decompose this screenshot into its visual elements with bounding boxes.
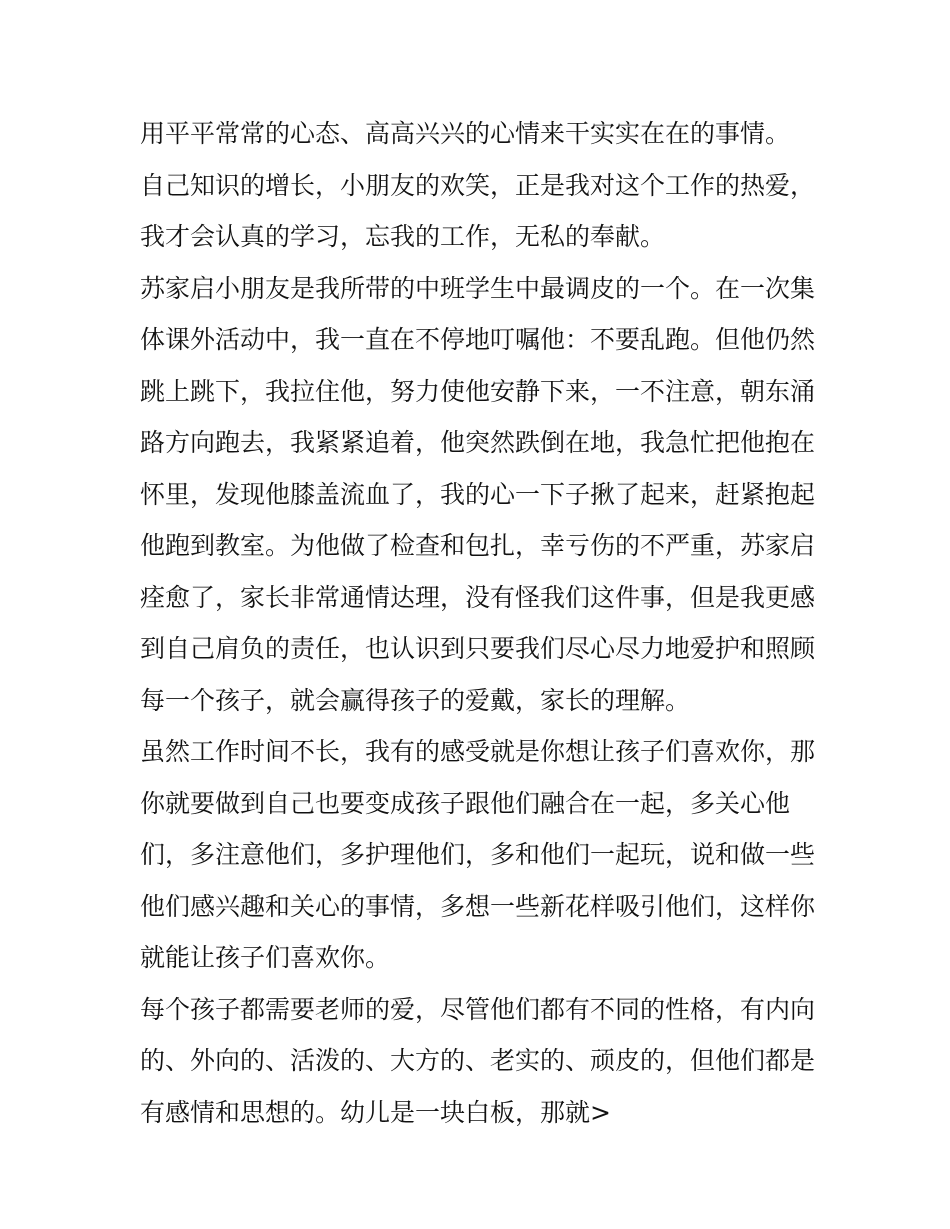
- text-line: 的、外向的、活泼的、大方的、老实的、顽皮的，但他们都是: [140, 1046, 816, 1075]
- text-line: 路方向跑去，我紧紧追着，他突然跌倒在地，我急忙把他抱在: [140, 428, 816, 457]
- text-line: 怀里，发现他膝盖流血了，我的心一下子揪了起来，赶紧抱起: [140, 479, 816, 509]
- paragraph-3: [140, 263, 820, 727]
- text-line: 就能让孩子们喜欢你。: [140, 943, 391, 972]
- text-line: 虽然工作时间不长，我有的感受就是你想让孩子们喜欢你，那: [140, 737, 816, 766]
- text-line: 到自己肩负的责任，也认识到只要我们尽心尽力地爱护和照顾: [140, 634, 816, 663]
- text-line: 他们感兴趣和关心的事情，多想一些新花样吸引他们，这样你: [140, 891, 816, 921]
- text-line: 们，多注意他们，多护理他们，多和他们一起玩，说和做一些: [140, 840, 816, 869]
- text-line: 痊愈了，家长非常通情达理，没有怪我们这件事，但是我更感: [140, 582, 816, 612]
- text-line: 每一个孩子，就会赢得孩子的爱戴，家长的理解。: [140, 685, 691, 715]
- body-text: [140, 108, 820, 1138]
- text-line: 体课外活动中，我一直在不停地叮嘱他：不要乱跑。但他仍然: [140, 325, 816, 354]
- text-line: 苏家启小朋友是我所带的中班学生中最调皮的一个。在一次集: [140, 273, 816, 303]
- text-line: 跳上跳下，我拉住他，努力使他安静下来，一不注意，朝东涌: [140, 376, 816, 406]
- paragraph-5: [140, 984, 820, 1139]
- text-line: 他跑到教室。为他做了检查和包扎，幸亏伤的不严重，苏家启: [140, 531, 816, 560]
- text-line: 有感情和思想的。幼儿是一块白板，那就>: [140, 1097, 611, 1127]
- text-line: 我才会认真的学习，忘我的工作，无私的奉献。: [140, 222, 666, 251]
- paragraph-1: [140, 108, 820, 160]
- paragraph-2: [140, 160, 820, 263]
- text-line: 用平平常常的心态、高高兴兴的心情来干实实在在的事情。: [140, 119, 791, 148]
- text-line: 自己知识的增长，小朋友的欢笑，正是我对这个工作的热爱，: [140, 170, 816, 200]
- text-line: 你就要做到自己也要变成孩子跟他们融合在一起，多关心他: [140, 788, 791, 818]
- text-line: 每个孩子都需要老师的爱，尽管他们都有不同的性格，有内向: [140, 994, 816, 1024]
- paragraph-4: [140, 726, 820, 984]
